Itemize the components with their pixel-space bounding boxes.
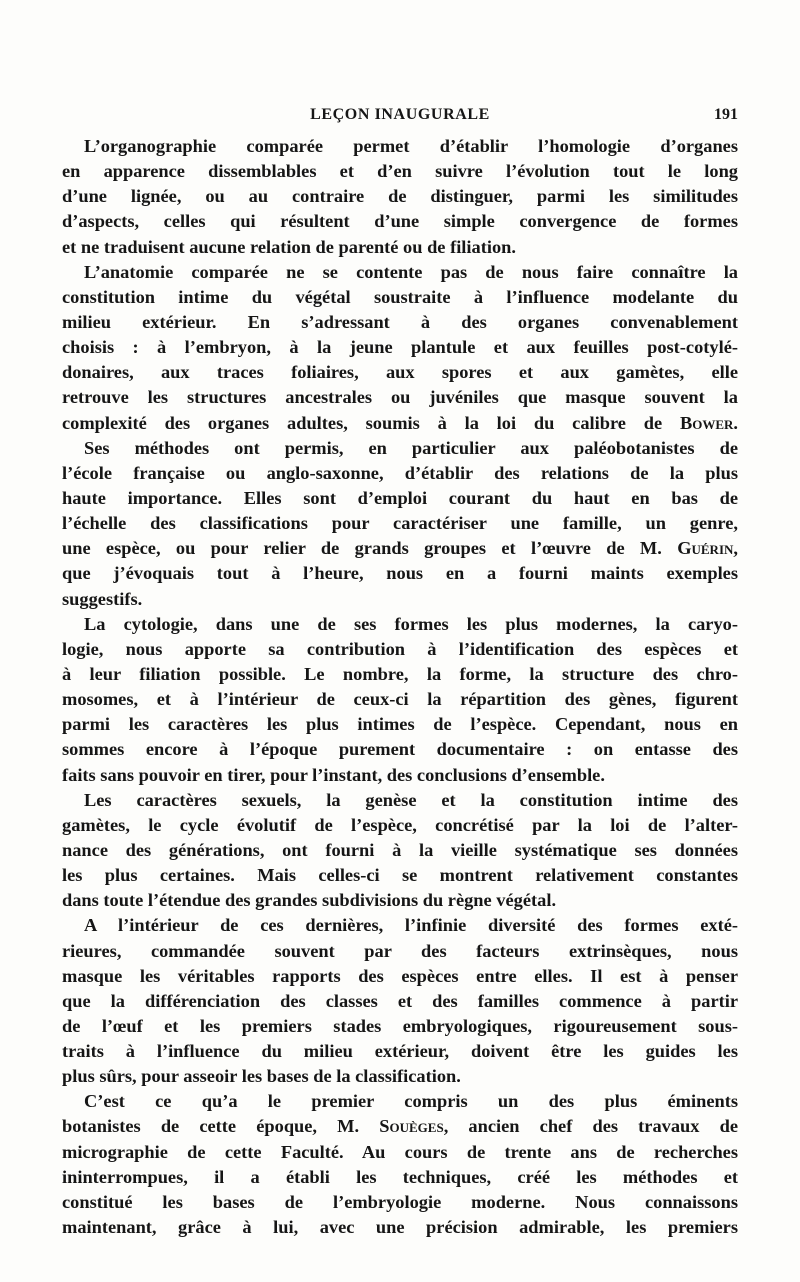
line-text: gamètes, le cycle évolutif de l’espèce, concrétisé par la loi de l’alter- xyxy=(62,814,738,835)
text-line xyxy=(62,813,738,838)
text-line xyxy=(62,1190,738,1215)
text-line xyxy=(62,939,738,964)
line-text: constitution intime du végétal soustraite à l’influence modelante du xyxy=(62,286,738,307)
text-line xyxy=(62,209,738,234)
line-text: L’anatomie comparée ne se contente pas de nous faire connaître la xyxy=(84,261,738,282)
line-text: plus sûrs, pour asseoir les bases de la classification. xyxy=(62,1066,461,1087)
author-name: Souèges xyxy=(379,1116,444,1137)
line-text: L’organographie comparée permet d’établir l’homologie d’organes xyxy=(84,136,738,156)
line-text: sommes encore à l’époque purement documentaire : on entasse des xyxy=(62,739,738,760)
page-header xyxy=(62,106,738,130)
line-text: d’une lignée, ou au contraire de distinguer, parmi les similitudes xyxy=(62,186,738,207)
text-line xyxy=(62,184,738,209)
text-line xyxy=(62,335,738,360)
text-line xyxy=(62,712,738,737)
line-text: A l’intérieur de ces dernières, l’infinie diversité des formes exté- xyxy=(84,915,738,936)
line-text: faits sans pouvoir en tirer, pour l’instant, des conclusions d’ensemble. xyxy=(62,764,605,785)
text-line xyxy=(62,737,738,762)
line-text: d’aspects, celles qui résultent d’une simple convergence de formes xyxy=(62,211,738,232)
text-line xyxy=(62,964,738,989)
author-name: Guérin xyxy=(677,538,734,559)
line-text: micrographie de cette Faculté. Au cours de trente ans de recherches xyxy=(62,1141,738,1162)
text-line xyxy=(62,360,738,385)
line-text: choisis : à l’embryon, à la jeune plantule et aux feuilles post-cotylé- xyxy=(62,337,738,358)
text-line xyxy=(62,763,738,788)
line-text: traits à l’influence du milieu extérieur, doivent être les guides les xyxy=(62,1041,738,1062)
text-line xyxy=(62,838,738,863)
text-line xyxy=(62,1114,738,1139)
text-line xyxy=(62,687,738,712)
line-text: donaires, aux traces foliaires, aux spores et aux gamètes, elle xyxy=(62,362,738,383)
line-text: dans toute l’étendue des grandes subdivisions du règne végétal. xyxy=(62,890,557,911)
text-line xyxy=(62,561,738,586)
text-line xyxy=(62,159,738,184)
text-line xyxy=(62,612,738,637)
line-text: logie, nous apporte sa contribution à l’identification des espèces et xyxy=(62,638,738,659)
running-title: LEÇON INAUGURALE xyxy=(310,106,490,123)
line-text: en apparence dissemblables et d’en suivre l’évolution tout le long xyxy=(62,161,738,182)
line-text-continuation: , xyxy=(733,538,738,559)
text-line xyxy=(62,888,738,913)
line-text: Ses méthodes ont permis, en particulier aux paléobotanistes de xyxy=(84,437,738,458)
line-text: maintenant, grâce à lui, avec une précision admirable, les premiers xyxy=(62,1217,738,1238)
text-line xyxy=(62,1165,738,1190)
text-line xyxy=(62,285,738,310)
text-line xyxy=(62,989,738,1014)
line-text: retrouve les structures ancestrales ou juvéniles que masque souvent la xyxy=(62,387,738,408)
line-text: haute importance. Elles sont d’emploi courant du haut en bas de xyxy=(62,487,738,508)
line-text: de l’œuf et les premiers stades embryologiques, rigoureusement sous- xyxy=(62,1015,738,1036)
line-text: botanistes de cette époque, M. xyxy=(62,1116,380,1137)
text-line xyxy=(62,1014,738,1039)
line-text: l’échelle des classifications pour caractériser une famille, un genre, xyxy=(62,513,738,534)
line-text-continuation: , ancien chef des travaux de xyxy=(443,1116,738,1137)
line-text: que j’évoquais tout à l’heure, nous en a fourni maints exemples xyxy=(62,563,738,584)
line-text: et ne traduisent aucune relation de parenté ou de filiation. xyxy=(62,236,516,257)
line-text: l’école française ou anglo-saxonne, d’établir des relations de la plus xyxy=(62,462,738,483)
line-text: les plus certaines. Mais celles-ci se montrent relativement constantes xyxy=(62,865,738,886)
page-number: 191 xyxy=(714,106,738,123)
text-line xyxy=(62,1140,738,1165)
text-line xyxy=(62,913,738,938)
text-line xyxy=(62,637,738,662)
text-line xyxy=(62,1039,738,1064)
line-text: nance des générations, ont fourni à la vieille systématique ses données xyxy=(62,839,738,860)
line-text: masque les véritables rapports des espèces entre elles. Il est à penser xyxy=(62,965,738,986)
text-line xyxy=(62,260,738,285)
text-line xyxy=(62,235,738,260)
line-text: que la différenciation des classes et des familles commence à partir xyxy=(62,990,738,1011)
text-line xyxy=(62,511,738,536)
text-line xyxy=(62,486,738,511)
line-text: à leur filiation possible. Le nombre, la forme, la structure des chro- xyxy=(62,663,738,684)
text-line xyxy=(62,385,738,410)
text-line xyxy=(62,310,738,335)
line-text: complexité des organes adultes, soumis à la loi du calibre de xyxy=(62,412,680,433)
line-text: une espèce, ou pour relier de grands groupes et l’œuvre de M. xyxy=(62,538,678,559)
text-line xyxy=(62,1089,738,1114)
text-line xyxy=(62,536,738,561)
line-text: mosomes, et à l’intérieur de ceux-ci la répartition des gènes, figurent xyxy=(62,689,738,710)
line-text: Les caractères sexuels, la genèse et la constitution intime des xyxy=(84,789,738,810)
text-line xyxy=(62,411,738,436)
line-text: rieures, commandée souvent par des facteurs extrinsèques, nous xyxy=(62,940,738,961)
line-text: suggestifs. xyxy=(62,588,143,609)
line-text: La cytologie, dans une de ses formes les plus modernes, la caryo- xyxy=(84,613,738,634)
text-line xyxy=(62,587,738,612)
text-line xyxy=(62,863,738,888)
line-text-continuation: . xyxy=(733,412,738,433)
line-text: parmi les caractères les plus intimes de l’espèce. Cependant, nous en xyxy=(62,714,738,735)
text-line xyxy=(62,788,738,813)
line-text: constitué les bases de l’embryologie moderne. Nous connaissons xyxy=(62,1191,738,1212)
text-line xyxy=(62,1215,738,1240)
text-line xyxy=(62,134,738,159)
text-line xyxy=(62,461,738,486)
text-line xyxy=(62,662,738,687)
text-line xyxy=(62,436,738,461)
line-text: ininterrompues, il a établi les techniques, créé les méthodes et xyxy=(62,1166,738,1187)
line-text: milieu extérieur. En s’adressant à des organes convenablement xyxy=(62,311,738,332)
line-text: C’est ce qu’a le premier compris un des plus éminents xyxy=(84,1091,738,1112)
author-name: Bower xyxy=(679,412,734,433)
text-line xyxy=(62,1064,738,1089)
body-text xyxy=(62,134,738,1240)
